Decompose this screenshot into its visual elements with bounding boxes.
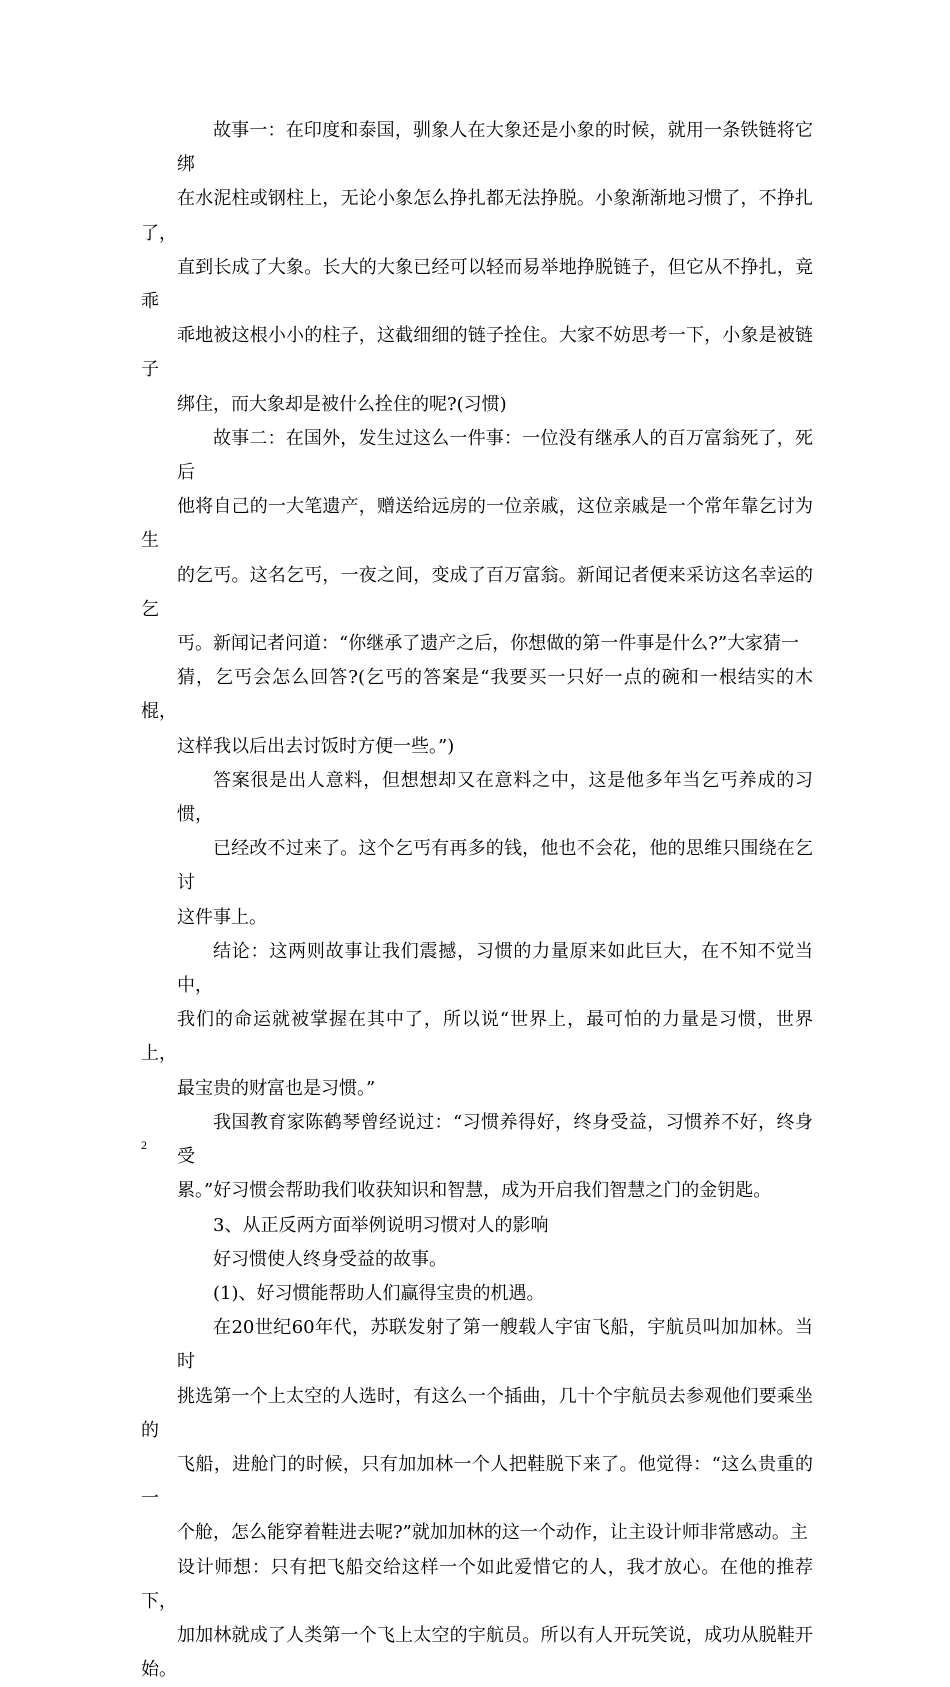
text-line: 加加林就成了人类第一个飞上太空的宇航员。所以有人开玩笑说，成功从脱鞋开始。 xyxy=(141,1624,813,1681)
text-line: 故事一：在印度和泰国，驯象人在大象还是小象的时候，就用一条铁链将它绑 xyxy=(177,120,813,176)
text-line: 好习惯使人终身受益的故事。 xyxy=(213,1248,447,1270)
text-line: 在20世纪60年代，苏联发射了第一艘载人宇宙飞船，宇航员叫加加林。当时 xyxy=(177,1317,813,1373)
text-line: 挑选第一个上太空的人选时，有这么一个插曲，几十个宇航员去参观他们要乘坐的 xyxy=(141,1385,813,1441)
text-line: 猜，乞丐会怎么回答?(乞丐的答案是“我要买一只好一点的碗和一根结实的木棍， xyxy=(141,667,813,723)
paragraph-conclusion xyxy=(141,935,813,1106)
paragraph-answer xyxy=(141,764,813,935)
text-line: 他将自己的一大笔遗产，赠送给远房的一位亲戚，这位亲戚是一个常年靠乞讨为生 xyxy=(141,496,813,552)
text-line: 3、从正反两方面举例说明习惯对人的影响 xyxy=(213,1214,549,1236)
text-line: 故事二：在国外，发生过这么一件事：一位没有继承人的百万富翁死了，死后 xyxy=(177,427,813,484)
text-line: 丐。新闻记者问道：“你继承了遗产之后，你想做的第一件事是什么?”大家猜一 xyxy=(177,633,800,655)
text-line: 这样我以后出去讨饭时方便一些。”) xyxy=(177,735,455,757)
paragraph-story-2 xyxy=(141,422,813,764)
paragraph-point-1 xyxy=(141,1277,813,1311)
text-line: 设计师想：只有把飞船交给这样一个如此爱惜它的人，我才放心。在他的推荐下， xyxy=(141,1556,813,1612)
text-line: 在水泥柱或钢柱上，无论小象怎么挣扎都无法挣脱。小象渐渐地习惯了，不挣扎了， xyxy=(141,188,813,244)
text-line: 飞船，进舱门的时候，只有加加林一个人把鞋脱下来了。他觉得：“这么贵重的一 xyxy=(141,1453,813,1510)
text-line: 个舱，怎么能穿着鞋进去呢?”就加加林的这一个动作，让主设计师非常感动。主 xyxy=(177,1522,808,1544)
text-line: 我国教育家陈鹤琴曾经说过：“习惯养得好，终身受益，习惯养不好，终身受 xyxy=(177,1111,813,1168)
text-line: 结论：这两则故事让我们震撼，习惯的力量原来如此巨大，在不知不觉当中， xyxy=(177,940,813,997)
text-line: 直到长成了大象。长大的大象已经可以轻而易举地挣脱链子，但它从不挣扎，竟乖 xyxy=(141,256,813,313)
paragraph-gagarin xyxy=(141,1311,813,1687)
text-line: 乖地被这根小小的柱子，这截细细的链子拴住。大家不妨思考一下，小象是被链子 xyxy=(141,325,813,381)
text-line: 我们的命运就被掌握在其中了，所以说“世界上，最可怕的力量是习惯，世界上， xyxy=(141,1009,813,1065)
section-heading-3 xyxy=(141,1209,813,1243)
text-line: 答案很是出人意料，但想想却又在意料之中，这是他多年当乞丐养成的习惯， xyxy=(177,769,813,826)
text-line: 绑住，而大象却是被什么拴住的呢?(习惯) xyxy=(177,393,507,415)
paragraph-good-habit-title xyxy=(141,1243,813,1277)
paragraph-quote xyxy=(141,1106,813,1209)
page-number: 2 xyxy=(141,1138,147,1152)
text-line: 这件事上。 xyxy=(177,906,267,928)
text-line: 已经改不过来了。这个乞丐有再多的钱，他也不会花，他的思维只围绕在乞讨 xyxy=(177,838,813,894)
text-line: 累。”好习惯会帮助我们收获知识和智慧，成为开启我们智慧之门的金钥匙。 xyxy=(177,1180,772,1202)
text-line: (1)、好习惯能帮助人们赢得宝贵的机遇。 xyxy=(213,1282,545,1304)
text-line: 最宝贵的财富也是习惯。” xyxy=(177,1077,376,1099)
document-body xyxy=(141,114,813,1687)
text-line: 的乞丐。这名乞丐，一夜之间，变成了百万富翁。新闻记者便来采访这名幸运的乞 xyxy=(141,564,813,620)
paragraph-story-1 xyxy=(141,114,813,422)
